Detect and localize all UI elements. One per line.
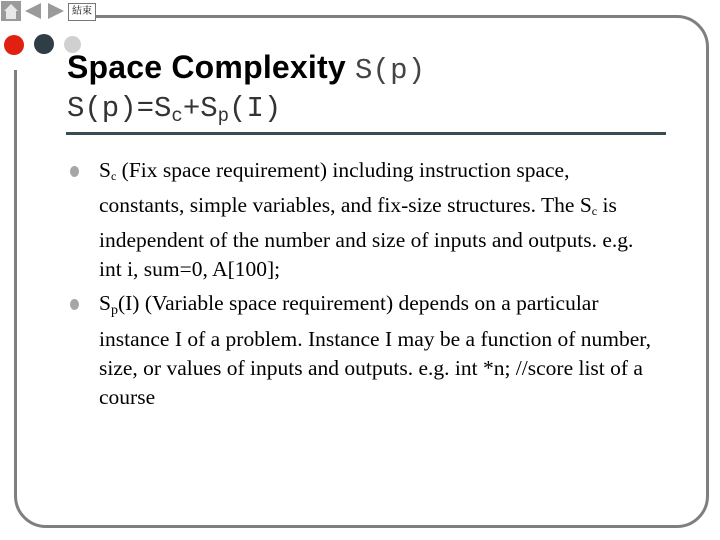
triangle-left-icon: [23, 1, 43, 21]
slide-title-symbol: S(p): [354, 54, 426, 87]
home-button[interactable]: [0, 1, 22, 21]
formula-sub-c: c: [171, 105, 183, 127]
bullet-variable-space: [70, 289, 660, 412]
decorative-dot-red: [4, 35, 24, 55]
bullet-text: (I) (Variable space requirement) depends on a particular instance I of a problem. Instance I may be a function of number, size, or values of inputs and outputs. e.g. int *n; //score list of a course: [99, 291, 651, 409]
formula-tail: (I): [229, 92, 282, 125]
slide-navigation: [0, 0, 100, 22]
slide-title-text: Space Complexity: [67, 49, 355, 85]
home-icon: [1, 1, 21, 21]
bullet-symbol-sub-2: c: [591, 204, 598, 218]
formula-sub-p: p: [217, 105, 230, 127]
bullet-marker-icon: [70, 299, 79, 310]
bullet-text: (Fix space requirement) including instruction space, constants, simple variables, and fix-size structures. The S: [99, 158, 592, 217]
bullet-symbol: S: [99, 158, 111, 182]
bullet-text-2: is independent of the number and size of inputs and outputs. e.g. int i, sum=0, A[100];: [99, 193, 634, 281]
next-slide-button[interactable]: [45, 1, 67, 21]
title-divider: [66, 132, 666, 135]
bullet-list: [70, 156, 660, 412]
decorative-dot-dark: [34, 34, 54, 54]
previous-slide-button[interactable]: [22, 1, 44, 21]
bullet-marker-icon: [70, 166, 79, 177]
bullet-symbol: S: [99, 291, 111, 315]
formula-plus: +S: [182, 92, 218, 125]
triangle-right-icon: [46, 1, 66, 21]
bullet-symbol-sub: p: [110, 303, 118, 318]
bullet-fixed-space: [70, 156, 660, 284]
end-show-button[interactable]: 結束: [68, 3, 96, 21]
formula-lhs: S(p)=S: [67, 92, 172, 125]
space-formula: [67, 91, 281, 134]
bullet-symbol-sub: c: [110, 169, 117, 183]
slide-title: [67, 47, 425, 91]
